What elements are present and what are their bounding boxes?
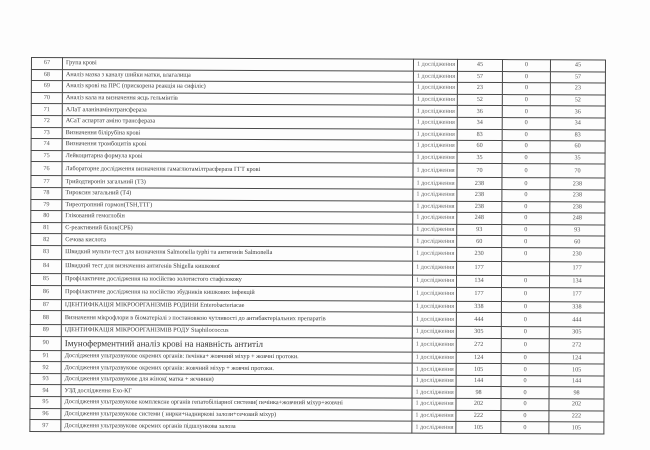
total-value-cell: 98	[549, 387, 604, 399]
price-value-cell: 93	[457, 224, 502, 236]
service-name-cell: Трийодтиронін загальний (Т3)	[62, 176, 413, 189]
row-number-cell: 78	[31, 187, 62, 199]
additional-value-cell: 0	[501, 410, 549, 422]
price-value-cell: 35	[457, 152, 502, 164]
row-number-cell: 76	[31, 162, 62, 176]
row-number-cell: 87	[30, 299, 61, 311]
service-name-cell: ІДЕНТИФІКАЦІЯ МІКРООРГАНІЗМІВ РОДИНИ Enterobacteriacae	[61, 299, 412, 312]
total-value-cell: 248	[550, 213, 605, 225]
unit-of-measure-cell: 1 дослідження	[413, 94, 457, 106]
price-list-table	[29, 57, 606, 434]
price-value-cell: 60	[457, 236, 502, 248]
row-number-cell: 93	[30, 373, 61, 385]
unit-of-measure-cell: 1 дослідження	[412, 352, 456, 364]
service-name-cell: Лабораторне дослідження визначення гамаглютамілтрасфераза ГГТ крові	[62, 162, 413, 178]
unit-of-measure-cell: 1 дослідження	[412, 363, 456, 375]
price-value-cell: 105	[456, 422, 501, 434]
row-number-cell: 86	[30, 285, 61, 299]
row-number-cell: 70	[31, 92, 62, 104]
additional-value-cell: 0	[502, 224, 550, 236]
additional-value-cell	[502, 261, 550, 275]
row-number-cell: 96	[30, 408, 61, 420]
total-value-cell: 105	[549, 364, 604, 376]
additional-value-cell: 0	[502, 141, 550, 153]
price-value-cell: 222	[456, 410, 501, 422]
unit-of-measure-cell: 1 дослідження	[413, 261, 457, 275]
additional-value-cell: 0	[502, 106, 550, 118]
unit-of-measure-cell: 1 дослідження	[413, 106, 457, 118]
unit-of-measure-cell: 1 дослідження	[412, 375, 456, 387]
total-value-cell: 83	[550, 129, 605, 141]
total-value-cell: 238	[550, 190, 605, 202]
unit-of-measure-cell: 1 дослідження	[412, 326, 456, 338]
total-value-cell: 305	[549, 327, 604, 339]
row-number-cell: 92	[30, 362, 61, 374]
row-number-cell: 84	[31, 259, 62, 273]
service-name-cell: Дослідження ультразвукове для жінок( матка + яєчники)	[61, 374, 412, 387]
unit-of-measure-cell: 1 дослідження	[413, 275, 457, 287]
price-value-cell: 238	[457, 201, 502, 213]
service-name-cell: Дослідження ультразвукове окремих органів: печінка+ жовчний міхур + жовчні протоки.	[61, 350, 412, 363]
total-value-cell: 444	[549, 313, 604, 327]
total-value-cell: 124	[549, 352, 604, 364]
additional-value-cell: 0	[501, 387, 549, 399]
row-number-cell: 85	[31, 273, 62, 285]
service-name-cell: Профілактичне дослідження на носійство золотистого стафілококу	[62, 274, 413, 287]
additional-value-cell: 0	[502, 60, 550, 72]
unit-of-measure-cell: 1 дослідження	[412, 338, 456, 352]
additional-value-cell: 0	[502, 164, 550, 178]
price-value-cell: 177	[456, 287, 501, 301]
service-name-cell: АЛаТ аланінамінотрансфераза	[62, 104, 413, 117]
total-value-cell: 222	[549, 410, 604, 422]
price-value-cell: 36	[457, 106, 502, 118]
total-value-cell: 238	[550, 201, 605, 213]
additional-value-cell: 0	[501, 399, 549, 411]
unit-of-measure-cell: 1 дослідження	[413, 140, 457, 152]
additional-value-cell: 0	[502, 236, 550, 248]
additional-value-cell: 0	[502, 247, 550, 261]
unit-of-measure-cell: 1 дослідження	[412, 312, 456, 326]
unit-of-measure-cell: 1 дослідження	[413, 71, 457, 83]
unit-of-measure-cell: 1 дослідження	[413, 201, 457, 213]
price-value-cell: 248	[457, 212, 502, 224]
total-value-cell: 238	[550, 178, 605, 190]
price-value-cell: 98	[456, 387, 501, 399]
total-value-cell: 230	[550, 248, 605, 262]
unit-of-measure-cell: 1 дослідження	[412, 387, 456, 399]
total-value-cell: 34	[550, 118, 605, 130]
total-value-cell: 93	[550, 224, 605, 236]
row-number-cell: 91	[30, 350, 61, 362]
row-number-cell: 71	[31, 104, 62, 116]
service-name-cell: Сечова кислота	[62, 234, 413, 247]
price-value-cell: 70	[457, 164, 502, 178]
row-number-cell: 88	[30, 311, 61, 325]
additional-value-cell: 0	[502, 129, 550, 141]
price-value-cell: 238	[457, 189, 502, 201]
unit-of-measure-cell: 1 дослідження	[413, 59, 457, 71]
row-number-cell: 69	[31, 81, 62, 93]
service-name-cell: Визначення тромбоцитів крові	[62, 139, 413, 152]
additional-value-cell: 0	[501, 422, 549, 434]
row-number-cell: 97	[30, 420, 61, 432]
row-number-cell: 89	[30, 325, 61, 337]
additional-value-cell: 0	[501, 301, 549, 313]
service-name-cell: Тиреотропний гормон(TSH,ТТГ)	[62, 199, 413, 212]
total-value-cell: 36	[550, 106, 605, 118]
total-value-cell: 35	[550, 153, 605, 165]
total-value-cell: 23	[550, 83, 605, 95]
unit-of-measure-cell: 1 дослідження	[413, 212, 457, 224]
service-name-cell: Лейкоцитарна формула крові	[62, 150, 413, 163]
total-value-cell: 60	[550, 141, 605, 153]
unit-of-measure-cell: 1 дослідження	[412, 410, 456, 422]
service-name-cell: С-реактивний білок(СРБ)	[62, 222, 413, 235]
row-number-cell: 83	[31, 245, 62, 259]
row-number-cell: 79	[31, 199, 62, 211]
total-value-cell: 338	[549, 301, 604, 313]
additional-value-cell: 0	[502, 213, 550, 225]
additional-value-cell: 0	[502, 71, 550, 83]
row-number-cell: 95	[30, 397, 61, 409]
unit-of-measure-cell: 1 дослідження	[412, 287, 456, 301]
additional-value-cell: 0	[502, 178, 550, 190]
row-number-cell: 77	[31, 176, 62, 188]
unit-of-measure-cell: 1 дослідження	[413, 247, 457, 261]
service-name-cell: Швидкий тест для визначення антигенів Shigella кишкової	[62, 260, 413, 276]
price-value-cell: 134	[457, 275, 502, 287]
price-value-cell: 60	[457, 141, 502, 153]
price-value-cell: 52	[457, 94, 502, 106]
row-number-cell: 72	[31, 115, 62, 127]
row-number-cell: 82	[31, 234, 62, 246]
total-value-cell: 45	[550, 60, 605, 72]
unit-of-measure-cell: 1 дослідження	[413, 129, 457, 141]
total-value-cell: 70	[550, 164, 605, 178]
row-number-cell: 94	[30, 385, 61, 397]
table-row	[30, 420, 604, 434]
additional-value-cell: 0	[501, 364, 549, 376]
additional-value-cell: 0	[502, 275, 550, 287]
price-list-body	[30, 58, 606, 434]
row-number-cell: 67	[31, 58, 62, 70]
service-name-cell: Дослідження ультразвукове окремих органів підшлункова залоза	[61, 420, 412, 433]
unit-of-measure-cell: 1 дослідження	[412, 398, 456, 410]
service-name-cell: Визначення білірубіна крові	[62, 127, 413, 140]
service-name-cell: Визначення мікрофлори в біоматеріалі з постановкою чутливості до антибактеріальних препаратів	[61, 311, 412, 327]
price-value-cell: 105	[456, 364, 501, 376]
price-value-cell: 34	[457, 117, 502, 129]
unit-of-measure-cell: 1 дослідження	[413, 178, 457, 190]
price-value-cell: 444	[456, 312, 501, 326]
additional-value-cell: 0	[501, 313, 549, 327]
unit-of-measure-cell: 1 дослідження	[412, 301, 456, 313]
additional-value-cell: 0	[501, 327, 549, 339]
service-name-cell: АСаТ аспартат аміно трансфераза	[62, 116, 413, 129]
service-name-cell: Дослідження ультразвукове комплексне органів гепатобіліарної системи( печінка+жовчний міхур+жовчні	[61, 397, 412, 410]
price-value-cell: 124	[456, 352, 501, 364]
unit-of-measure-cell: 1 дослідження	[413, 235, 457, 247]
additional-value-cell: 0	[502, 152, 550, 164]
row-number-cell: 73	[31, 127, 62, 139]
unit-of-measure-cell: 1 дослідження	[413, 189, 457, 201]
unit-of-measure-cell: 1 дослідження	[412, 421, 456, 433]
total-value-cell: 134	[550, 276, 605, 288]
row-number-cell: 90	[30, 336, 61, 350]
service-name-cell: Аналіз кала на визначення яєць гельмінтів	[62, 92, 413, 105]
row-number-cell: 81	[31, 222, 62, 234]
additional-value-cell: 0	[502, 189, 550, 201]
unit-of-measure-cell: 1 дослідження	[413, 224, 457, 236]
additional-value-cell: 0	[501, 375, 549, 387]
total-value-cell: 272	[549, 338, 604, 352]
unit-of-measure-cell: 1 дослідження	[413, 164, 457, 178]
service-name-cell: Імуноферментний аналіз крові на наявність антитіл	[61, 336, 412, 352]
price-value-cell: 338	[456, 301, 501, 313]
price-value-cell: 230	[457, 247, 502, 261]
service-name-cell: Тироксин загальний (Т4)	[62, 188, 413, 201]
price-value-cell: 272	[456, 338, 501, 352]
price-value-cell: 57	[457, 71, 502, 83]
service-name-cell: Швидкий мульти-тест для визначення Salmonella typhi та антигенів Salmonella	[62, 246, 413, 262]
total-value-cell: 177	[549, 287, 604, 301]
service-name-cell: Дослідження ультразвукове окремих органів: жовчний міхур + жовчні протоки.	[61, 362, 412, 375]
row-number-cell: 74	[31, 139, 62, 151]
total-value-cell: 57	[550, 71, 605, 83]
service-name-cell: Дослідження ультразвукове системи ( нирки+надниркові залози+сечовий міхур)	[61, 408, 412, 421]
total-value-cell: 105	[549, 422, 604, 434]
price-value-cell: 177	[457, 261, 502, 275]
total-value-cell: 177	[550, 262, 605, 276]
row-number-cell: 68	[31, 69, 62, 81]
price-value-cell: 238	[457, 178, 502, 190]
price-value-cell: 83	[457, 129, 502, 141]
unit-of-measure-cell: 1 дослідження	[413, 152, 457, 164]
additional-value-cell: 0	[502, 83, 550, 95]
unit-of-measure-cell: 1 дослідження	[413, 82, 457, 94]
additional-value-cell: 0	[501, 352, 549, 364]
price-value-cell: 202	[456, 398, 501, 410]
price-value-cell: 23	[457, 83, 502, 95]
total-value-cell: 202	[549, 399, 604, 411]
service-name-cell: УЗД дослідження Ехо-КГ	[61, 385, 412, 398]
service-name-cell: Група крові	[62, 58, 413, 71]
additional-value-cell: 0	[502, 94, 550, 106]
price-value-cell: 144	[456, 375, 501, 387]
service-name-cell: Аналіз крові на ПРС (прискорена реакція на сифіліс)	[62, 81, 413, 94]
row-number-cell: 80	[31, 211, 62, 223]
unit-of-measure-cell: 1 дослідження	[413, 117, 457, 129]
additional-value-cell: 0	[501, 338, 549, 352]
additional-value-cell: 0	[501, 287, 549, 301]
service-name-cell: Профілактичне дослідження на носійство збудників кишкових інфекцій	[61, 285, 412, 301]
total-value-cell: 52	[550, 95, 605, 107]
row-number-cell: 75	[31, 150, 62, 162]
service-name-cell: Глікований гемоглобін	[62, 211, 413, 224]
total-value-cell: 144	[549, 376, 604, 388]
service-name-cell: Аналіз мазка з каналу шийки матки, влагалища	[62, 69, 413, 82]
price-value-cell: 305	[456, 326, 501, 338]
total-value-cell: 60	[550, 236, 605, 248]
additional-value-cell: 0	[502, 118, 550, 130]
price-value-cell: 45	[457, 59, 502, 71]
additional-value-cell: 0	[502, 201, 550, 213]
service-name-cell: ІДЕНТИФІКАЦІЯ МІКРООРГАНІЗМІВ РОДУ Staphilococcus	[61, 325, 412, 338]
